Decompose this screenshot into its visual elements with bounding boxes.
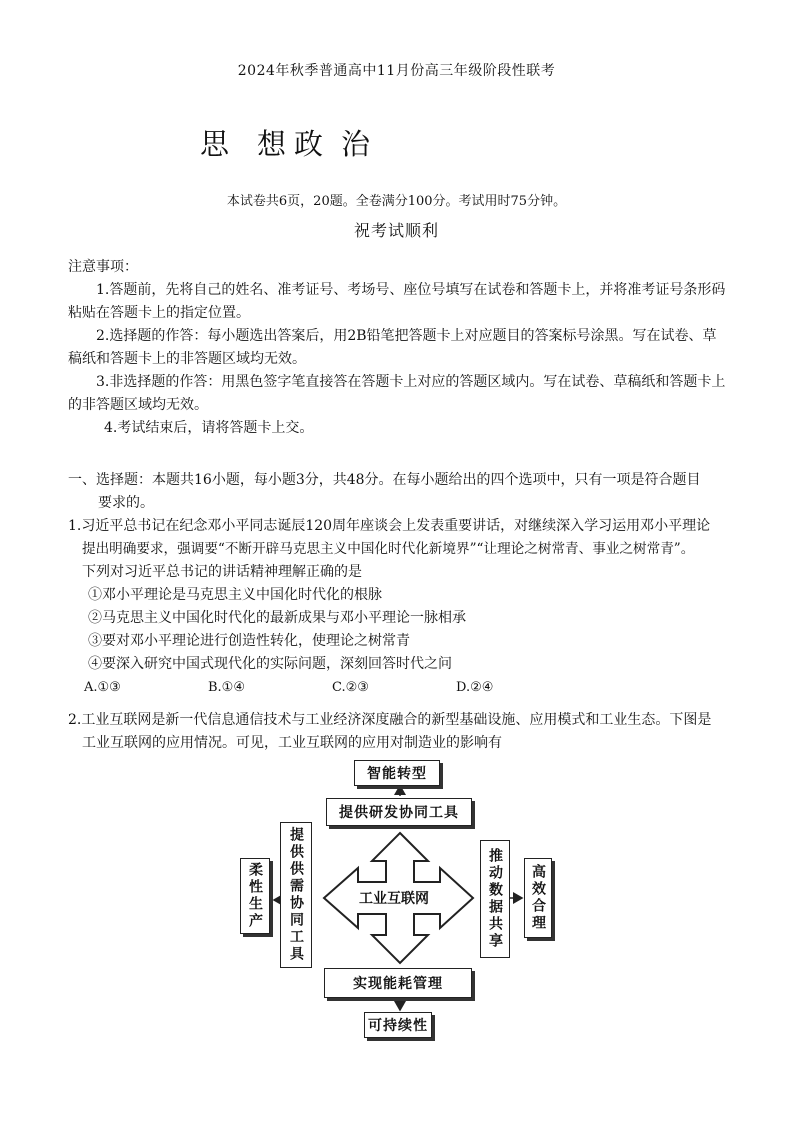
choice-d[interactable]: D.②④ — [456, 680, 494, 695]
notice-section — [68, 256, 728, 440]
subject-char: 治 — [341, 127, 371, 161]
q2-stem: 工业互联网的应用情况。可见，工业互联网的应用对制造业的影响有 — [82, 735, 502, 751]
question-2 — [68, 709, 738, 755]
choice-a[interactable]: A.①③ — [84, 680, 121, 695]
q1-statement: ④要深入研究中国式现代化的实际问题，深刻回答时代之问 — [88, 656, 452, 672]
exam-info: 本试卷共6页，20题。全卷满分100分。考试用时75分钟。 — [226, 194, 567, 209]
box-flexible-production: 柔性生产 — [240, 858, 270, 934]
notice-title: 注意事项： — [68, 259, 138, 275]
q1-choices — [68, 676, 738, 699]
q1-stem: 1.习近平总书记在纪念邓小平同志诞辰120周年座谈会上发表重要讲话，对继续深入学习运用邓小平理论 — [68, 518, 711, 534]
q1-stem: 提出明确要求，强调要“不断开辟马克思主义中国化时代化新境界”“让理论之树常青、事业之树常青”。 — [82, 541, 695, 557]
subject-char: 想 — [257, 127, 287, 161]
q1-stem: 下列对习近平总书记的讲话精神理解正确的是 — [82, 564, 362, 580]
box-supply-demand-tools: 提供供需协同工具 — [280, 822, 312, 968]
box-smart-transformation: 智能转型 — [354, 760, 440, 786]
q1-statement: ②马克思主义中国化时代化的最新成果与邓小平理论一脉相承 — [88, 610, 466, 626]
box-efficient: 高效合理 — [524, 858, 552, 938]
notice-item: 1.答题前，先将自己的姓名、准考证号、考场号、座位号填写在试卷和答题卡上，并将准考证号条形码粘贴在答题卡上的指定位置。 — [68, 282, 726, 321]
q1-statement: ③要对邓小平理论进行创造性转化，使理论之树常青 — [88, 633, 410, 649]
question-1 — [68, 515, 738, 699]
center-label: 工业互联网 — [359, 891, 429, 907]
section-title — [68, 469, 738, 515]
notice-item: 3.非选择题的作答：用黑色签字笔直接答在答题卡上对应的答题区域内。写在试卷、草稿纸和答题卡上的非答题区域均无效。 — [68, 374, 726, 413]
industrial-internet-diagram — [230, 758, 570, 1048]
section-title-line: 要求的。 — [98, 495, 154, 511]
box-sustainability: 可持续性 — [364, 1012, 432, 1038]
box-data-sharing: 推动数据共享 — [480, 840, 510, 958]
subject-char: 思 — [200, 127, 230, 161]
q1-statement: ①邓小平理论是马克思主义中国化时代化的根脉 — [88, 587, 382, 603]
q2-stem: 2.工业互联网是新一代信息通信技术与工业经济深度融合的新型基础设施、应用模式和工业生态。下图是 — [68, 712, 712, 728]
choice-b[interactable]: B.①④ — [208, 680, 245, 695]
wish-text: 祝考试顺利 — [353, 221, 439, 240]
choice-c[interactable]: C.②③ — [332, 680, 369, 695]
notice-item: 4.考试结束后，请将答题卡上交。 — [104, 420, 314, 436]
section-title-line: 一、选择题：本题共16小题，每小题3分，共48分。在每小题给出的四个选项中，只有一项是符合题目 — [68, 472, 701, 488]
box-energy-management: 实现能耗管理 — [324, 968, 472, 998]
subject-title — [200, 122, 370, 163]
notice-item: 2.选择题的作答：每小题选出答案后，用2B铅笔把答题卡上对应题目的答案标号涂黑。写在试卷、草稿纸和答题卡上的非答题区域均无效。 — [68, 328, 717, 367]
subject-char: 政 — [294, 127, 324, 161]
exam-name: 2024年秋季普通高中11月份高三年级阶段性联考 — [237, 63, 556, 79]
box-rd-collab-tools: 提供研发协同工具 — [326, 798, 472, 826]
